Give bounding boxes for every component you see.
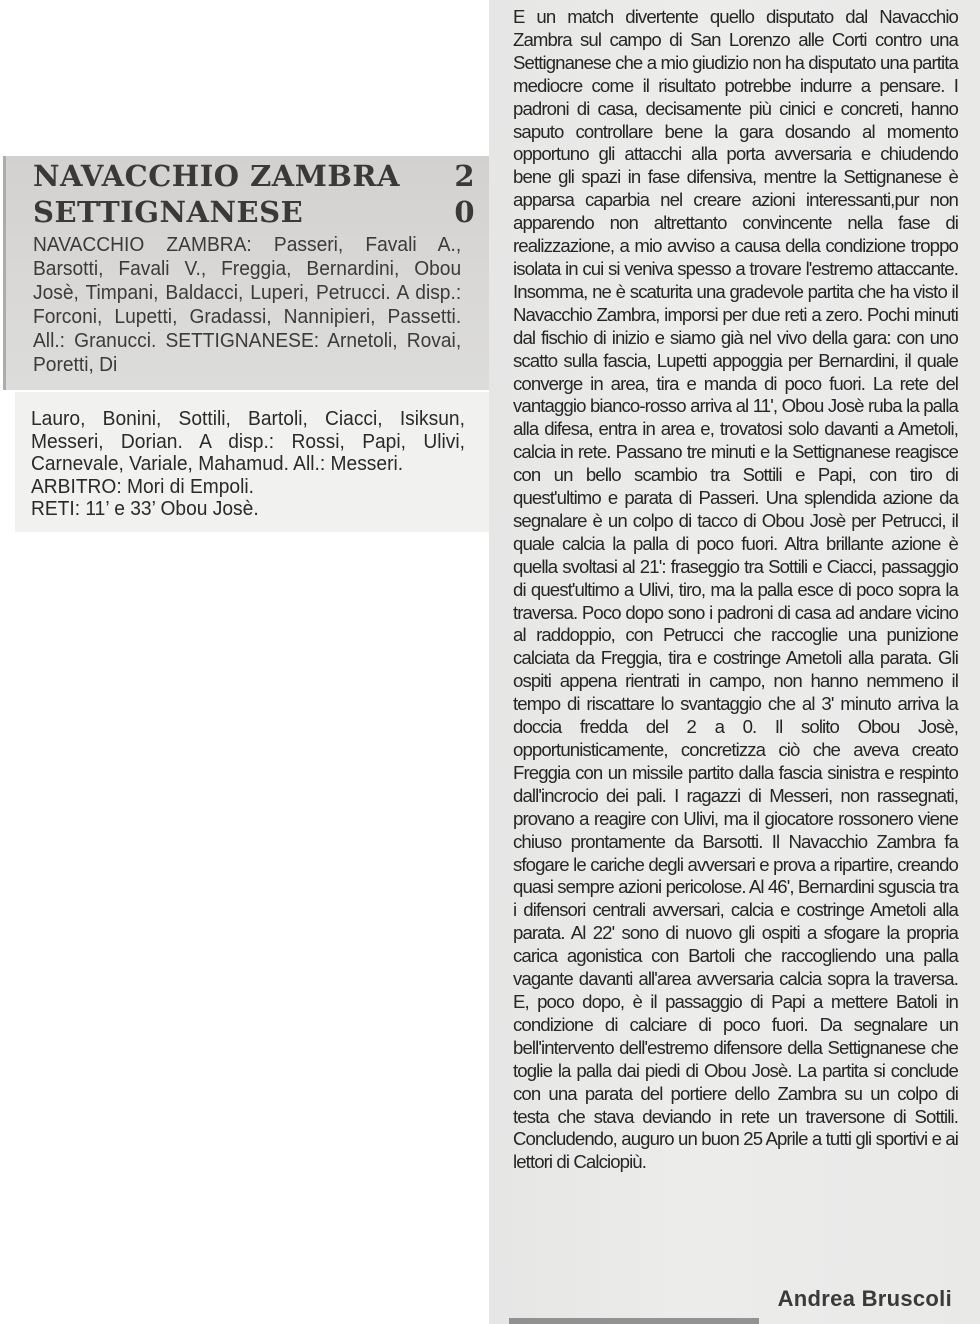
lineup-players-continued: Lauro, Bonini, Sottili, Bartoli, Ciacci, Isiksun, Messeri, Dorian. A disp.: Rossi, Papi, Ulivi, Carnevale, Variale, Mahamud. All.: Messeri. — [31, 408, 465, 475]
article-body: E un match divertente quello disputato dal Navacchio Zambra sul campo di San Lorenzo alle Corti contro una Settignanese che a mio giudizio non ha disputato una partita mediocre come il risultato potrebbe indurre a pensare. I padroni di casa, decisamente più cinici e concreti, hanno saputo controllare bene la gara dosando al momento opportuno gli attacchi alla porta avversaria e chiudendo bene gli spazi in fase difensiva, mentre la Settignanese è apparsa caparbia nel creare azioni interessanti,pur non apparendo non altrettanto convincente nella fase di realizzazione, a mio avviso a causa della condizione troppo isolata in cui si veniva spesso a trovare l'estremo attaccante. Insomma, ne è scaturita una gradevole partita che ha visto il Navacchio Zambra, imporsi per due reti a zero. Pochi minuti dal fischio di inizio e siamo già nel vivo della gara: con uno scatto sulla fascia, Lupetti appoggia per Bernardini, il quale converge in area, tira e manda di poco fuori. La rete del vantaggio bianco-rosso arriva al 11', Obou Josè ruba la palla alla difesa, entra in area e, trovatosi solo davanti a Ametoli, calcia in rete. Passano tre minuti e la Settignanese reagisce con un bello scambio tra Sottili e Papi, con tiro di quest'ultimo e parata di Passeri. Una splendida azione da segnalare è un colpo di tacco di Obou Josè per Petrucci, il quale calcia la palla di poco fuori. Altra brillante azione è quella svoltasi al 21': fraseggio tra Sottili e Ciacci, passaggio di quest'ultimo a Ulivi, tiro, ma la palla esce di poco sopra la traversa. Poco dopo sono i padroni di casa ad andare vicino al raddoppio, con Petrucci che raccoglie una punizione calciata da Freggia, tira e costringe Ametoli alla parata. Gli ospiti appena rientrati in campo, non hanno nemmeno il tempo di riscattare lo svantaggio che al 3' minuto arriva la doccia fredda del 2 a 0. Il solito Obou Josè, opportunisticamente, concretizza ciò che aveva creato Freggia con un missile partito dalla fascia sinistra e respinto dall'incrocio dei pali. I ragazzi di Messeri, non rassegnati, provano a reagire con Ulivi, ma il giocatore rossonero viene chiuso prontamente da Barsotti. Il Navacchio Zambra fa sfogare le cariche degli avversari e prova a ripartire, creando quasi sempre azioni pericolose. Al 46', Bernardini sguscia tra i difensori centrali avversari, calcia e costringe Ametoli alla parata. Al 22' sono di nuovo gli ospiti a sfogare la propria carica agonistica con Bartoli che raccogliendo una palla vagante davanti all'area avversaria calcia sopra la traversa. E, poco dopo, è il passaggio di Papi a mettere Batoli in condizione di calciare di poco fuori. Da segnalare un bell'intervento dell'estremo difensore della Settignanese che toglie la palla dai piedi di Obou Josè. La partita si conclude con una parata del portiere dello Zambra su un colpo di testa che stava deviando in rete un traversone di Sottili. Concludendo, auguro un buon 25 Aprile a tutti gli sportivi e ai lettori di Calciopiù. — [513, 6, 958, 1173]
lineup-text-part1: NAVACCHIO ZAMBRA: Passeri, Favali A., Barsotti, Favali V., Freggia, Bernardini, Obou Josè, Timpani, Baldacci, Luperi, Petrucci. A disp.: Forconi, Lupetti, Gradassi, Nannipieri, Passetti. All.: Granucci. SETTIGNANESE: Arnetoli, Rovai, Poretti, Di — [33, 234, 462, 376]
away-team-score: 0 — [454, 195, 475, 229]
article-clipping — [489, 0, 980, 1324]
home-team-score: 2 — [454, 159, 475, 193]
next-article-header-fragment — [509, 1318, 759, 1324]
lineup-text-part2 — [31, 408, 465, 521]
lineup-continuation-clipping — [15, 392, 490, 532]
referee-line: ARBITRO: Mori di Empoli. — [31, 475, 254, 498]
goals-line: RETI: 11’ e 33’ Obou Josè. — [31, 498, 259, 520]
article-author: Andrea Bruscoli — [777, 1286, 952, 1311]
home-team-name: NAVACCHIO ZAMBRA — [33, 159, 401, 193]
home-team-row — [33, 158, 481, 194]
away-team-row — [33, 194, 481, 230]
away-team-name: SETTIGNANESE — [33, 195, 304, 229]
match-header-clipping — [3, 156, 493, 390]
